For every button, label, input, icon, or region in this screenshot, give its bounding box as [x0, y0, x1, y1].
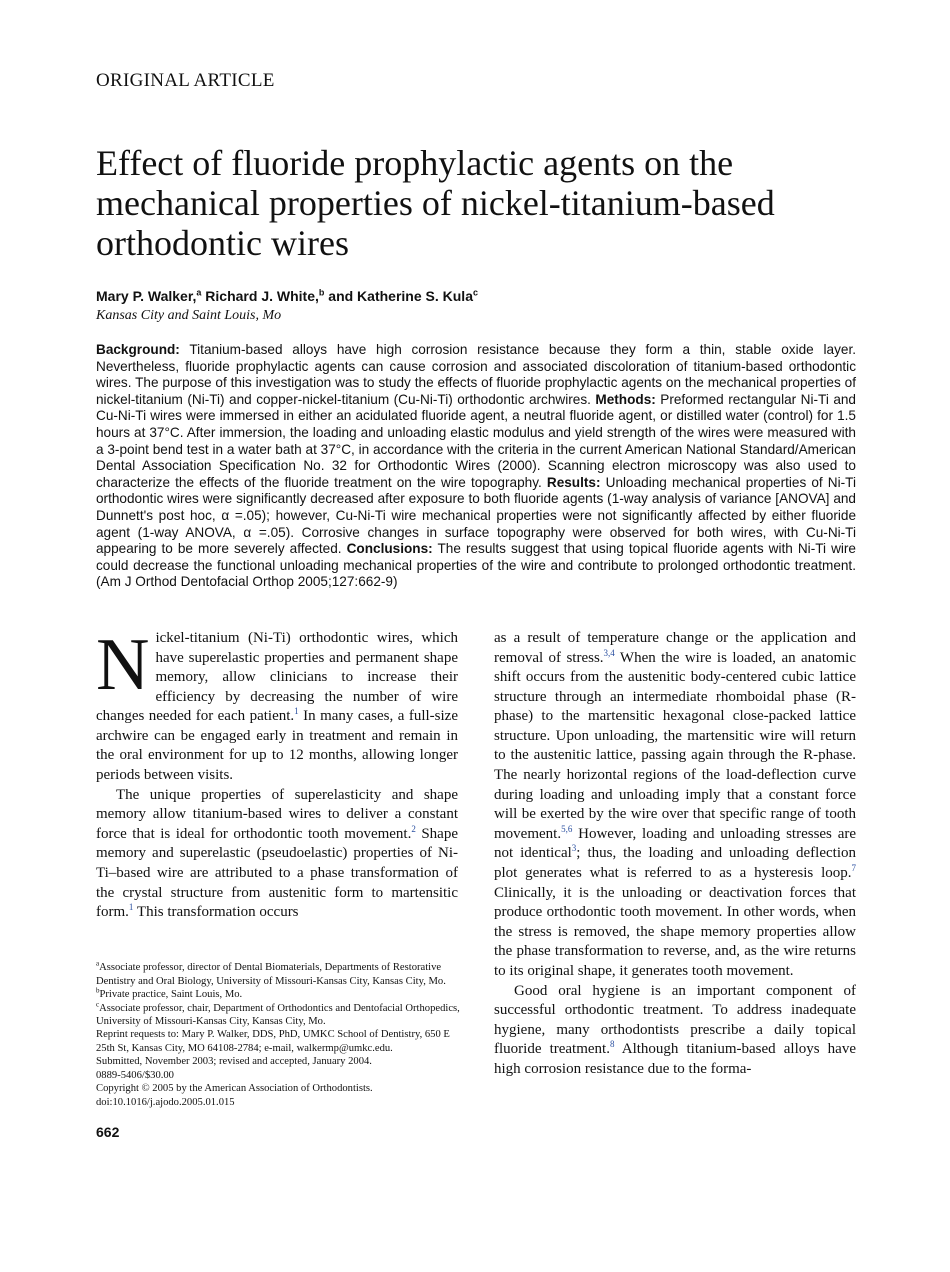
abstract-section-text: The results suggest that using topical fluoride agents with Ni-Ti wire could decrease the functional unloading mechanical properties of the wire and contribute to prolonged orthodontic treatment. (Am J Orthod Dentofacial Orthop 2005;127:662-9) [96, 541, 856, 590]
body-text: When the wire is loaded, an anatomic shift occurs from the austenitic body-centered cubic lattice structure through an intermediate rhomboidal phase (R-phase) to the martensitic hexagonal close-packed lattice structure. Upon unloading, the martensitic wire will return to the austenitic lattice, passing again through the R-phase. The nearly horizontal regions of the load-deflection curve during loading and unloading imply that a constant force will be exerted by the wire over that specific range of tooth movement. [494, 649, 856, 842]
footnote [96, 1096, 461, 1109]
body-text: Shape memory and superelastic (pseudoelastic) properties of Ni-Ti–based wire are attributed to a phase transformation of the crystal structure from austenitic form to martensitic form. [96, 825, 458, 921]
footnote-mark: c [96, 1000, 100, 1009]
body-paragraph [494, 629, 856, 982]
author-name: Mary P. Walker, [96, 288, 197, 304]
footnote [96, 1069, 461, 1082]
body-paragraph [494, 982, 856, 1080]
body-text: ickel-titanium (Ni-Ti) orthodontic wires, which have superelastic properties and permanent shape memory, allow clinicians to increase their efficiency by decreasing the number of wire changes needed for each patient. [96, 629, 458, 725]
footnote-mark: a [96, 959, 100, 968]
body-column-left [96, 623, 458, 923]
abstract-section-label: Conclusions: [346, 541, 433, 557]
body-column-right [494, 629, 856, 1109]
footnote [96, 988, 461, 1001]
citation-reference: 7 [851, 863, 856, 874]
citation-reference: 2 [411, 823, 416, 834]
footnote [96, 961, 461, 988]
article-title: Effect of fluoride prophylactic agents on the mechanical properties of nickel-titanium-based orthodontic wires [96, 143, 775, 263]
author-name: Richard J. White, [201, 288, 319, 304]
citation-reference: 3 [571, 843, 577, 854]
footnote [96, 1002, 461, 1029]
body-paragraph [96, 623, 458, 786]
author-name: and Katherine S. Kula [324, 288, 473, 304]
abstract [96, 342, 856, 591]
body-text: However, loading and unloading stresses are not identical [494, 825, 856, 862]
body-text: The unique properties of superelasticity and shape memory allow titanium-based wires to deliver a constant force that is ideal for orthodontic tooth movement. [96, 786, 458, 842]
body-text: Good oral hygiene is an important component of successful orthodontic treatment. To address inadequate hygiene, many orthodontists prescribe a daily topical fluoride treatment. [494, 982, 856, 1058]
drop-cap: N [96, 623, 150, 706]
affiliation: Kansas City and Saint Louis, Mo [96, 308, 282, 323]
abstract-section-label: Methods: [595, 391, 656, 407]
footnote-text: Reprint requests to: Mary P. Walker, DDS, PhD, UMKC School of Dentistry, 650 E 25th St, Kansas City, MO 64108-2784; e-mail, walkermp@umkc.edu. [96, 1029, 450, 1054]
article-page [96, 70, 856, 1141]
footnote-text: 0889-5406/$30.00 [96, 1069, 174, 1081]
citation-reference: 8 [609, 1039, 615, 1050]
body-text: ; thus, the loading and unloading deflection plot generates what is referred to as a hysteresis loop. [494, 845, 856, 882]
body-paragraph [96, 786, 458, 923]
abstract-section-label: Background: [96, 342, 180, 357]
footnote-text: Private practice, Saint Louis, Mo. [99, 989, 243, 1001]
abstract-section-text: Preformed rectangular Ni-Ti and Cu-Ni-Ti wires were immersed in either an acidulated fluoride agent, a neutral fluoride agent, or distilled water (control) for 1.5 hours at 37°C. After immersion, the loading and unloading elastic modulus and yield strength of the wires were measured with a 3-point bend test in a water bath at 37°C, in accordance with the criteria in the current American National Standard/American Dental Association Specification No. 32 for Orthodontic Wires (2000). Scanning electron microscopy was also used to characterize the effects of the fluoride treatment on the wire topography. [96, 391, 856, 490]
citation-reference: 3,4 [603, 647, 615, 658]
footnote [96, 1028, 461, 1055]
body-text: Although titanium-based alloys have high corrosion resistance due to the forma- [494, 1041, 856, 1077]
body-text: as a result of temperature change or the application and removal of stress. [494, 629, 856, 666]
author-affiliation-mark: c [472, 287, 478, 298]
footnote-text: doi:10.1016/j.ajodo.2005.01.015 [96, 1096, 235, 1108]
abstract-section-text: Unloading mechanical properties of Ni-Ti orthodontic wires were significantly decreased after exposure to both fluoride agents (1-way analysis of variance [ANOVA] and Dunnett's post hoc, α =.05); however, Cu-Ni-Ti wire mechanical properties were not significantly affected by either fluoride agent (1-way ANOVA, α =.05). Corrosive changes in surface topography were observed for both wires, with Cu-Ni-Ti appearing to be more severely affected. [96, 474, 856, 557]
footnote-mark: b [96, 986, 100, 995]
body-text: In many cases, a full-size archwire can be engaged early in treatment and remain in the oral environment for up to 12 months, allowing longer periods between visits. [96, 708, 458, 784]
author-affiliation-mark: b [318, 287, 325, 298]
citation-reference: 1 [128, 902, 134, 913]
section-label: ORIGINAL ARTICLE [96, 70, 275, 91]
footnote-text: Submitted, November 2003; revised and accepted, January 2004. [96, 1056, 372, 1068]
footnote-text: Copyright © 2005 by the American Association of Orthodontists. [96, 1083, 373, 1095]
footnote-text: Associate professor, chair, Department of Orthodontics and Dentofacial Orthopedics, University of Missouri-Kansas City, Kansas City, Mo. [96, 1002, 460, 1028]
left-column-wrapper [96, 623, 460, 1109]
footnote [96, 1082, 461, 1095]
footnotes [96, 937, 461, 1108]
body-columns [96, 623, 856, 1109]
author-list [96, 287, 856, 305]
body-text: This transformation occurs [133, 904, 299, 921]
body-text: Clinically, it is the unloading or deactivation forces that produce orthodontic tooth movement. In other words, when the stress is removed, the shape memory properties allow the phase transformation to reverse, and, as the wire returns to its original shape, it generates tooth movement. [494, 884, 856, 979]
citation-reference: 1 [294, 706, 299, 717]
abstract-section-text: Titanium-based alloys have high corrosion resistance because they form a thin, stable oxide layer. Nevertheless, fluoride prophylactic agents can cause corrosion and associated discoloration of titanium-based orthodontic wires. The purpose of this investigation was to study the effects of fluoride prophylactic agents on the mechanical properties of nickel-titanium (Ni-Ti) and copper-nickel-titanium (Cu-Ni-Ti) orthodontic archwires. [96, 342, 856, 407]
footnote-text: Associate professor, director of Dental Biomaterials, Departments of Restorative Dentistry and Oral Biology, University of Missouri-Kansas City, Kansas City, Mo. [96, 962, 446, 987]
footnote [96, 1055, 461, 1068]
page-number: 662 [96, 1123, 120, 1140]
author-affiliation-mark: a [196, 287, 202, 298]
abstract-section-label: Results: [546, 474, 601, 490]
citation-reference: 5,6 [561, 823, 573, 834]
